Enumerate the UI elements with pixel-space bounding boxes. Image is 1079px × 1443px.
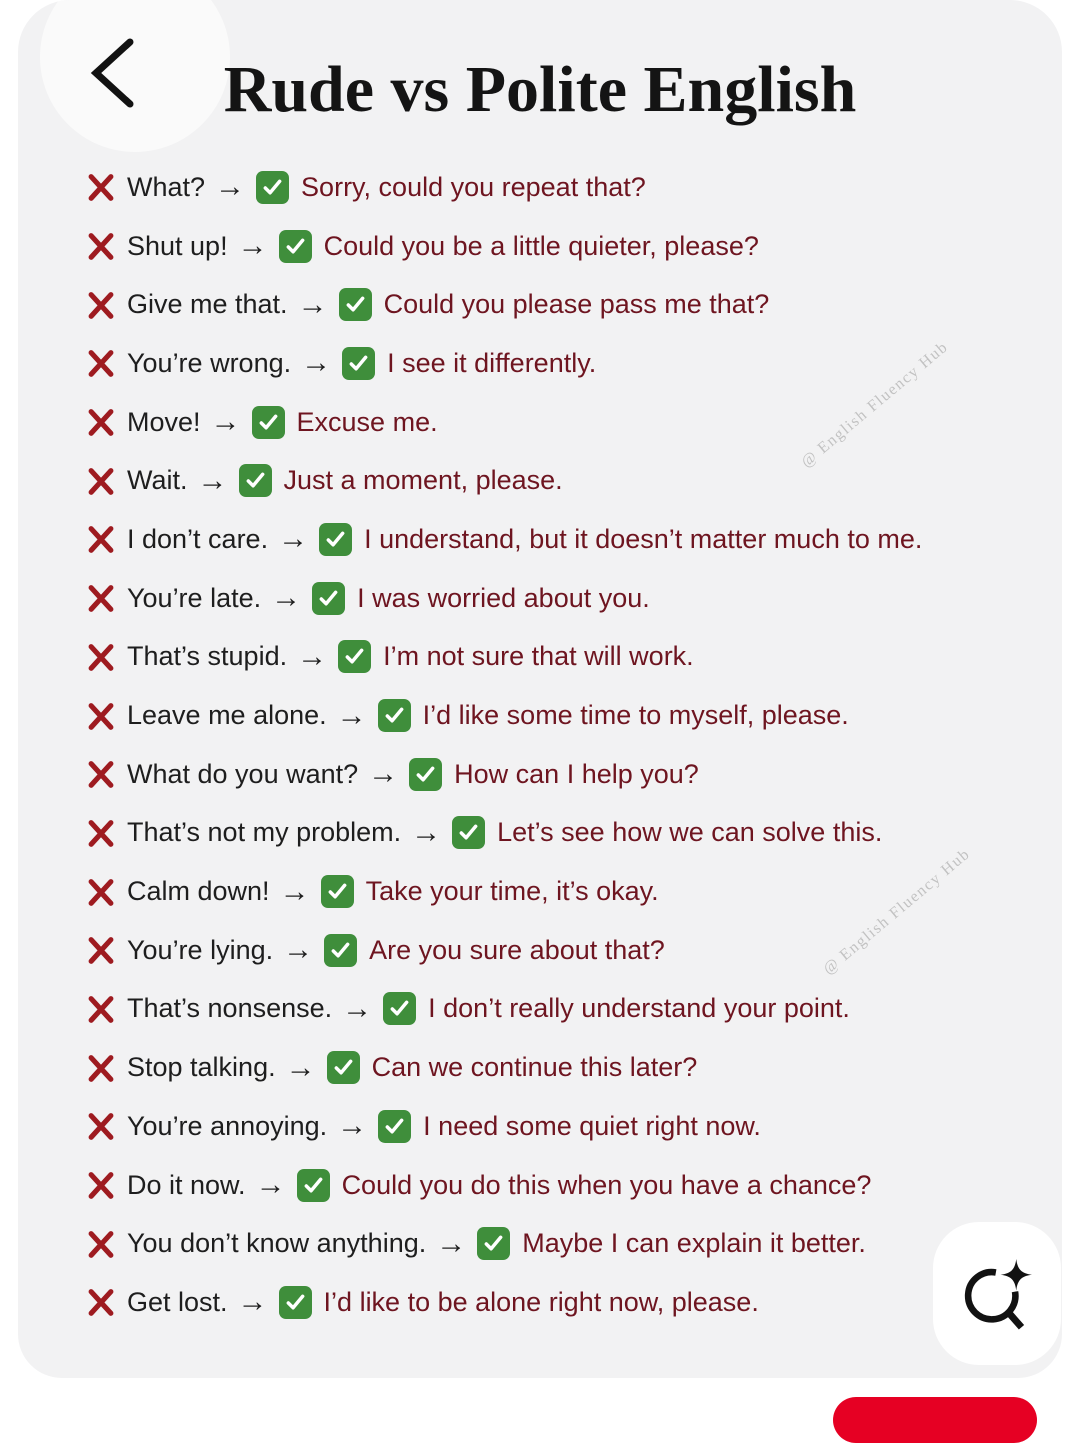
red-x-icon xyxy=(86,1229,116,1259)
phrase-list xyxy=(86,158,1042,1332)
red-x-icon xyxy=(86,172,116,202)
polite-phrase: I’d like some time to myself, please. xyxy=(422,700,849,731)
red-x-icon xyxy=(86,583,116,613)
polite-phrase: Could you be a little quieter, please? xyxy=(323,230,759,261)
rude-phrase: What? xyxy=(127,171,206,202)
phrase-row xyxy=(86,921,1042,980)
phrase-row xyxy=(86,1156,1042,1215)
polite-phrase: I don’t really understand your point. xyxy=(428,993,850,1024)
phrase-row xyxy=(86,217,1042,276)
visual-search-button[interactable] xyxy=(933,1222,1061,1365)
green-check-icon xyxy=(279,230,312,263)
arrow-glyph: → xyxy=(255,1168,286,1202)
arrow-glyph: → xyxy=(342,991,373,1025)
rude-phrase: Do it now. xyxy=(127,1169,246,1200)
rude-phrase: Give me that. xyxy=(127,289,288,320)
green-check-icon xyxy=(312,582,345,615)
rude-phrase: Wait. xyxy=(127,465,188,496)
red-x-icon xyxy=(86,1170,116,1200)
rude-phrase: That’s stupid. xyxy=(127,641,288,672)
phrase-row xyxy=(86,158,1042,217)
phrase-row xyxy=(86,510,1042,569)
green-check-icon xyxy=(378,699,411,732)
phrase-row xyxy=(86,1038,1042,1097)
arrow-glyph: → xyxy=(336,698,367,732)
arrow-glyph: → xyxy=(271,581,302,615)
red-x-icon xyxy=(86,818,116,848)
arrow-glyph: → xyxy=(411,815,442,849)
lens-sparkle-icon xyxy=(955,1252,1039,1336)
green-check-icon xyxy=(338,640,371,673)
arrow-glyph: → xyxy=(297,287,328,321)
polite-phrase: Take your time, it’s okay. xyxy=(365,876,659,907)
red-x-icon xyxy=(86,1053,116,1083)
arrow-glyph: → xyxy=(297,639,328,673)
polite-phrase: Sorry, could you repeat that? xyxy=(301,171,646,202)
rude-phrase: Calm down! xyxy=(127,876,270,907)
polite-phrase: I understand, but it doesn’t matter much to me. xyxy=(364,523,923,554)
page-title: Rude vs Polite English xyxy=(223,53,857,126)
polite-phrase: Can we continue this later? xyxy=(371,1052,698,1083)
phrase-row xyxy=(86,1214,1042,1273)
rude-phrase: You’re wrong. xyxy=(127,347,292,378)
red-x-icon xyxy=(86,407,116,437)
arrow-glyph: → xyxy=(215,170,246,204)
red-x-icon xyxy=(86,877,116,907)
phrase-row xyxy=(86,980,1042,1039)
arrow-glyph: → xyxy=(368,757,399,791)
phrase-row xyxy=(86,804,1042,863)
phrase-row xyxy=(86,1097,1042,1156)
rude-phrase: You’re lying. xyxy=(127,934,274,965)
arrow-glyph: → xyxy=(436,1226,467,1260)
rude-phrase: That’s not my problem. xyxy=(127,817,402,848)
red-x-icon xyxy=(86,348,116,378)
arrow-glyph: → xyxy=(283,933,314,967)
red-x-icon xyxy=(86,466,116,496)
polite-phrase: I was worried about you. xyxy=(357,582,650,613)
arrow-glyph: → xyxy=(301,346,332,380)
arrow-glyph: → xyxy=(197,463,228,497)
arrow-glyph: → xyxy=(279,874,310,908)
polite-phrase: I need some quiet right now. xyxy=(423,1110,761,1141)
red-x-icon xyxy=(86,524,116,554)
green-check-icon xyxy=(378,1110,411,1143)
green-check-icon xyxy=(239,464,272,497)
rude-phrase: Stop talking. xyxy=(127,1052,276,1083)
green-check-icon xyxy=(327,1051,360,1084)
polite-phrase: Could you please pass me that? xyxy=(383,289,770,320)
rude-phrase: You’re late. xyxy=(127,582,262,613)
rude-phrase: You’re annoying. xyxy=(127,1110,328,1141)
phrase-row xyxy=(86,745,1042,804)
green-check-icon xyxy=(324,934,357,967)
phrase-row xyxy=(86,393,1042,452)
red-x-icon xyxy=(86,759,116,789)
red-x-icon xyxy=(86,290,116,320)
phrase-row xyxy=(86,334,1042,393)
rude-phrase: Move! xyxy=(127,406,201,437)
phrase-row xyxy=(86,628,1042,687)
phrase-row xyxy=(86,1273,1042,1332)
green-check-icon xyxy=(477,1227,510,1260)
polite-phrase: Maybe I can explain it better. xyxy=(522,1228,866,1259)
green-check-icon xyxy=(321,875,354,908)
phrase-row xyxy=(86,451,1042,510)
green-check-icon xyxy=(319,523,352,556)
rude-phrase: That’s nonsense. xyxy=(127,993,333,1024)
red-x-icon xyxy=(86,1287,116,1317)
polite-phrase: Just a moment, please. xyxy=(283,465,563,496)
phrase-row xyxy=(86,862,1042,921)
polite-phrase: Let’s see how we can solve this. xyxy=(497,817,883,848)
green-check-icon xyxy=(279,1286,312,1319)
red-x-icon xyxy=(86,994,116,1024)
rude-phrase: I don’t care. xyxy=(127,523,269,554)
rude-phrase: Shut up! xyxy=(127,230,228,261)
arrow-glyph: → xyxy=(210,405,241,439)
polite-phrase: How can I help you? xyxy=(454,758,699,789)
red-x-icon xyxy=(86,935,116,965)
red-x-icon xyxy=(86,1111,116,1141)
arrow-glyph: → xyxy=(337,1109,368,1143)
arrow-glyph: → xyxy=(237,1285,268,1319)
green-check-icon xyxy=(452,816,485,849)
green-check-icon xyxy=(252,406,285,439)
polite-phrase: Are you sure about that? xyxy=(369,934,665,965)
green-check-icon xyxy=(297,1169,330,1202)
red-x-icon xyxy=(86,701,116,731)
phrase-row xyxy=(86,275,1042,334)
polite-phrase: I’m not sure that will work. xyxy=(383,641,694,672)
green-check-icon xyxy=(342,347,375,380)
green-check-icon xyxy=(339,288,372,321)
phrase-row xyxy=(86,686,1042,745)
polite-phrase: Could you do this when you have a chance? xyxy=(341,1169,872,1200)
red-x-icon xyxy=(86,642,116,672)
polite-phrase: I see it differently. xyxy=(387,347,597,378)
rude-phrase: You don’t know anything. xyxy=(127,1228,427,1259)
polite-phrase: I’d like to be alone right now, please. xyxy=(323,1286,759,1317)
green-check-icon xyxy=(256,171,289,204)
arrow-glyph: → xyxy=(278,522,309,556)
arrow-glyph: → xyxy=(285,1050,316,1084)
red-x-icon xyxy=(86,231,116,261)
pin-image-card xyxy=(18,0,1062,1378)
green-check-icon xyxy=(409,758,442,791)
save-button[interactable] xyxy=(833,1397,1037,1443)
phrase-row xyxy=(86,569,1042,628)
green-check-icon xyxy=(383,992,416,1025)
watermark: @ English Fluency Hub xyxy=(820,845,974,978)
rude-phrase: What do you want? xyxy=(127,758,359,789)
watermark: @ English Fluency Hub xyxy=(798,338,952,471)
polite-phrase: Excuse me. xyxy=(296,406,438,437)
rude-phrase: Leave me alone. xyxy=(127,700,327,731)
rude-phrase: Get lost. xyxy=(127,1286,228,1317)
arrow-glyph: → xyxy=(237,229,268,263)
